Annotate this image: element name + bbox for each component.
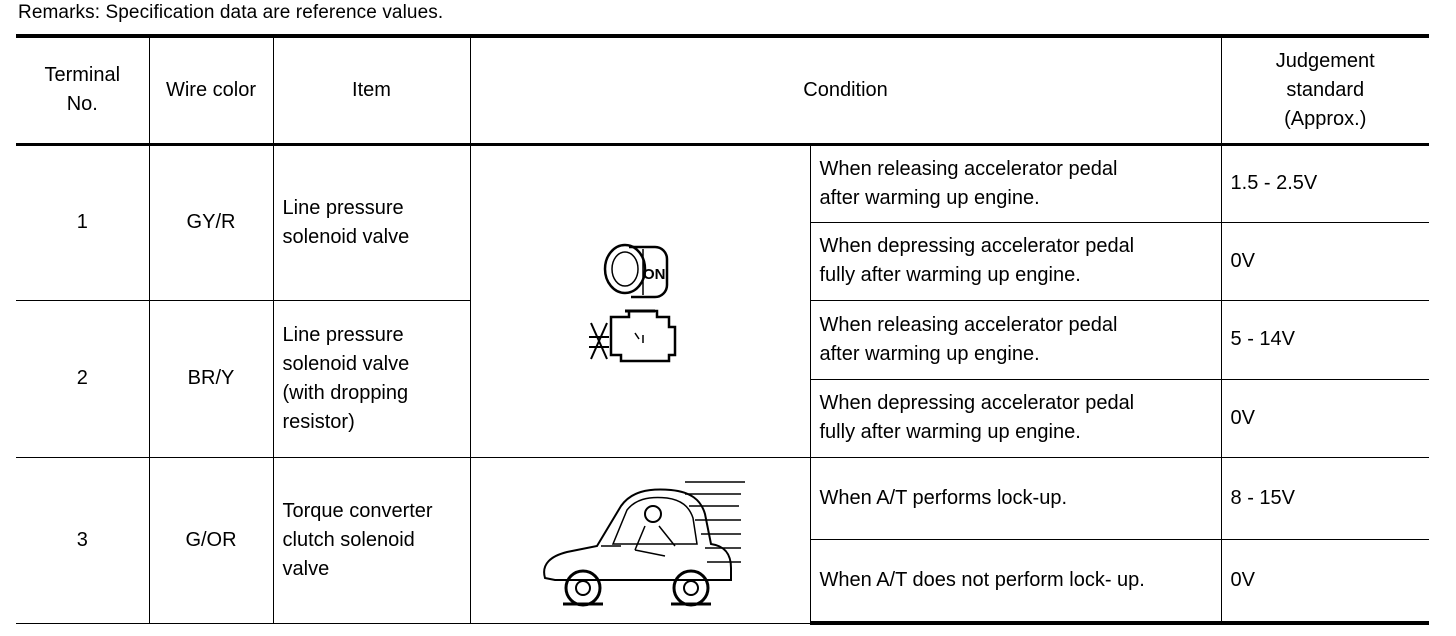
terminal-no: 3 — [16, 457, 149, 623]
ignition-key-on-icon — [585, 231, 695, 371]
judgement-value: 0V — [1221, 379, 1429, 457]
judgement-value: 0V — [1221, 222, 1429, 300]
item-name: Line pressure solenoid valve (with dropping resistor) — [273, 300, 470, 457]
ignition-engine-illustration — [470, 144, 810, 457]
terminal-no: 1 — [16, 144, 149, 300]
judgement-value: 5 - 14V — [1221, 300, 1429, 379]
judgement-value: 0V — [1221, 539, 1429, 623]
header-row — [16, 36, 1429, 144]
condition-text: When depressing accelerator pedal fully after warming up engine. — [810, 222, 1221, 300]
header-condition: Condition — [470, 36, 1221, 144]
terminal-no: 2 — [16, 300, 149, 457]
condition-text: When A/T does not perform lock- up. — [810, 539, 1221, 623]
table-row — [16, 457, 1429, 539]
header-item: Item — [273, 36, 470, 144]
condition-text: When releasing accelerator pedal after warming up engine. — [810, 300, 1221, 379]
driving-car-icon — [535, 470, 745, 610]
wire-color: BR/Y — [149, 300, 273, 457]
condition-text: When A/T performs lock-up. — [810, 457, 1221, 539]
header-terminal-no: Terminal No. — [16, 36, 149, 144]
remarks-note: Remarks: Specification data are reference values. — [18, 2, 444, 23]
header-judgement-standard: Judgement standard (Approx.) — [1221, 36, 1429, 144]
condition-text: When releasing accelerator pedal after warming up engine. — [810, 144, 1221, 222]
judgement-value: 1.5 - 2.5V — [1221, 144, 1429, 222]
item-name: Torque converter clutch solenoid valve — [273, 457, 470, 623]
condition-text: When depressing accelerator pedal fully after warming up engine. — [810, 379, 1221, 457]
svg-text:ON: ON — [643, 266, 666, 283]
engine-running-icon — [589, 311, 675, 361]
wire-color: GY/R — [149, 144, 273, 300]
item-name: Line pressure solenoid valve — [273, 144, 470, 300]
table-row — [16, 144, 1429, 222]
driving-car-illustration — [470, 457, 810, 623]
wire-color: G/OR — [149, 457, 273, 623]
judgement-value: 8 - 15V — [1221, 457, 1429, 539]
header-wire-color: Wire color — [149, 36, 273, 144]
terminal-spec-table — [16, 34, 1429, 625]
